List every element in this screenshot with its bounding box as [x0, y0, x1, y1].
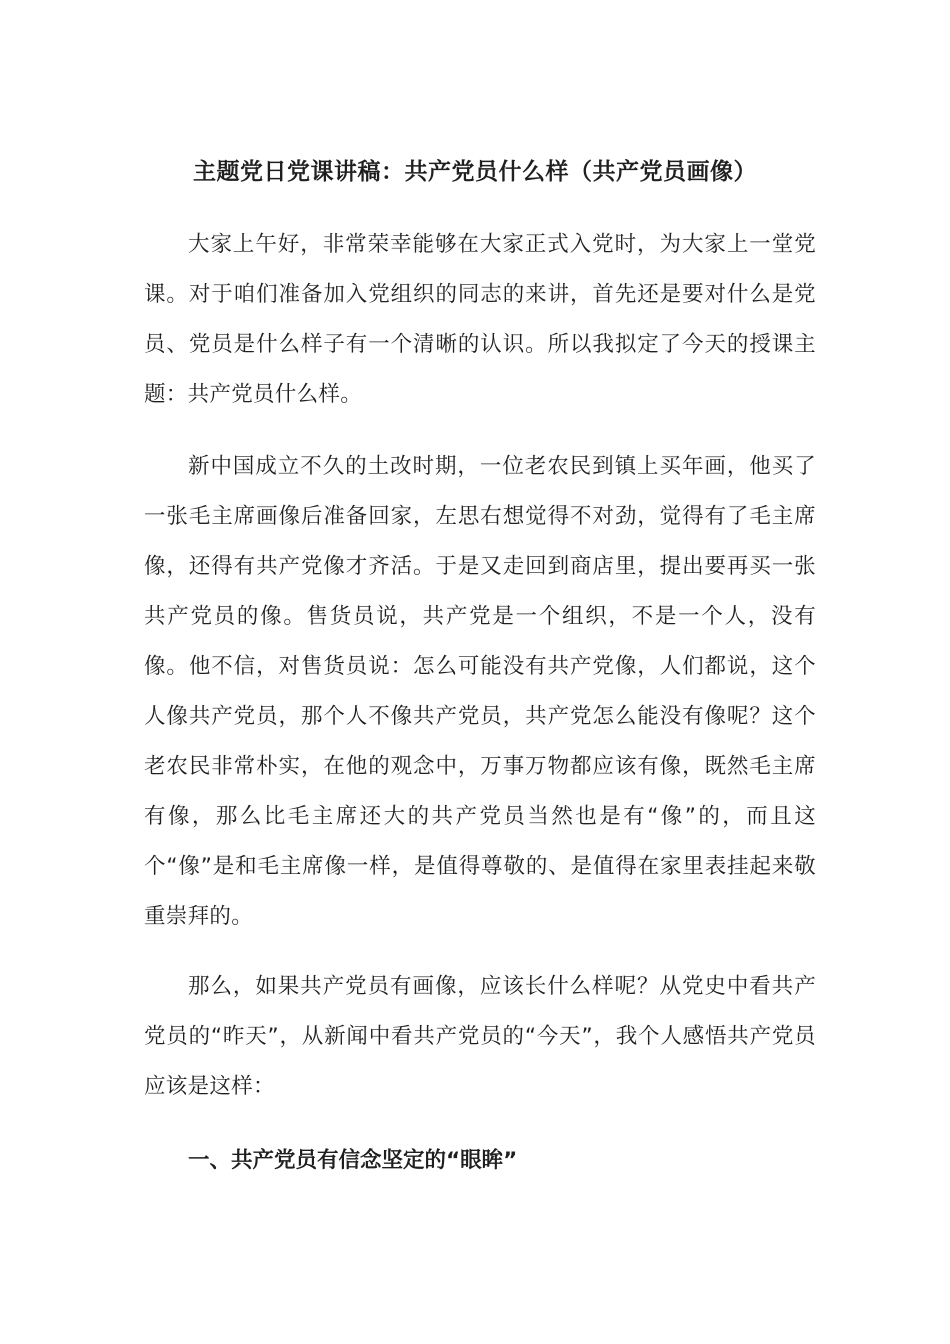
paragraph-question: 那么，如果共产党员有画像，应该长什么样呢？从党史中看共产党员的“昨天”，从新闻中看共产党员的“今天”，我个人感悟共产党员应该是这样：: [144, 974, 816, 1099]
section-heading-1: 一、共产党员有信念坚定的“眼眸”: [188, 1148, 518, 1173]
paragraph-greeting: 大家上午好，非常荣幸能够在大家正式入党时，为大家上一堂党课。对于咱们准备加入党组织的同志的来讲，首先还是要对什么是党员、党员是什么样子有一个清晰的认识。所以我拟定了今天的授课主题：共产党员什么样。: [144, 232, 816, 407]
paragraph-story: 新中国成立不久的土改时期，一位老农民到镇上买年画，他买了一张毛主席画像后准备回家，左思右想觉得不对劲，觉得有了毛主席像，还得有共产党像才齐活。于是又走回到商店里，提出要再买一张共产党员的像。售货员说，共产党是一个组织，不是一个人，没有像。他不信，对售货员说：怎么可能没有共产党像，人们都说，这个人像共产党员，那个人不像共产党员，共产党怎么能没有像呢？这个老农民非常朴实，在他的观念中，万事万物都应该有像，既然毛主席有像，那么比毛主席还大的共产党员当然也是有“像”的，而且这个“像”是和毛主席像一样，是值得尊敬的、是值得在家里表挂起来敬重崇拜的。: [144, 454, 816, 929]
document-title: 主题党日党课讲稿：共产党员什么样（共产党员画像）: [193, 159, 757, 185]
